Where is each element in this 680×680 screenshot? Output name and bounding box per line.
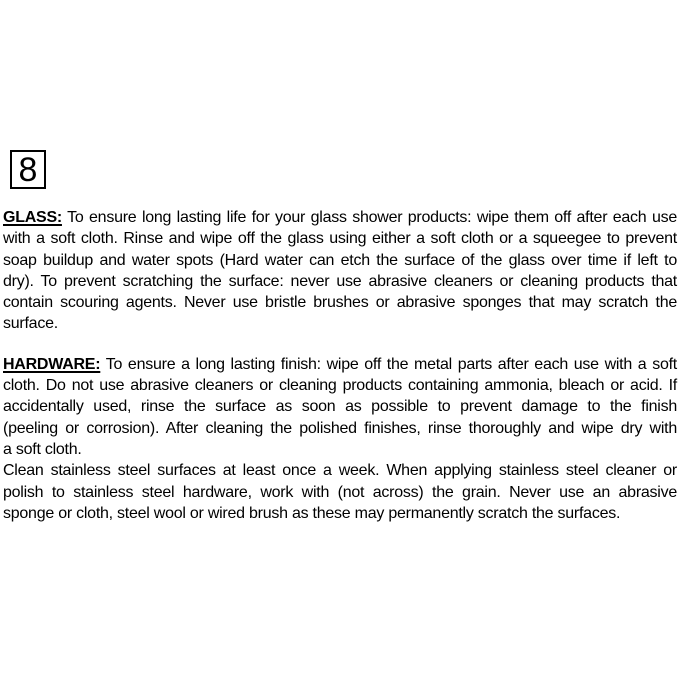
text-line: accidentally used, rinse the surface as soon as possible to prevent damage to the finish (3, 398, 677, 416)
text-line: surface. (3, 315, 58, 333)
text-line: HARDWARE: To ensure a long lasting finish: wipe off the metal parts after each use with a soft (3, 355, 677, 373)
care-instructions (3, 207, 677, 524)
text-line: soap buildup and water spots (Hard water can etch the surface of the glass over time if left to (3, 251, 677, 269)
text-line: sponge or cloth, steel wool or wired brush as these may permanently scratch the surfaces. (3, 504, 621, 522)
text-line: Clean stainless steel surfaces at least once a week. When applying stainless steel cleaner or (3, 462, 677, 480)
text-line: cloth. Do not use abrasive cleaners or cleaning products containing ammonia, bleach or acid. If (3, 377, 677, 395)
page-number: 8 (18, 150, 38, 189)
section-hardware (3, 354, 677, 524)
text-line: with a soft cloth. Rinse and wipe off the glass using either a soft cloth or a squeegee to prevent (3, 230, 677, 248)
text-line: (peeling or corrosion). After cleaning the polished finishes, rinse thoroughly and wipe dry with (3, 419, 677, 437)
section-glass (3, 207, 677, 335)
text-line: GLASS: To ensure long lasting life for your glass shower products: wipe them off after each use (3, 209, 677, 226)
page-number-box (10, 150, 46, 189)
section-heading: GLASS: (3, 209, 62, 226)
section-heading: HARDWARE: (3, 355, 101, 373)
text-line: dry). To prevent scratching the surface: never use abrasive cleaners or cleaning products that (3, 272, 677, 290)
text-line: a soft cloth. (3, 440, 82, 458)
text-line: polish to stainless steel hardware, work with (not across) the grain. Never use an abrasive (3, 483, 677, 501)
text-line: contain scouring agents. Never use bristle brushes or abrasive sponges that may scratch the (3, 294, 677, 312)
